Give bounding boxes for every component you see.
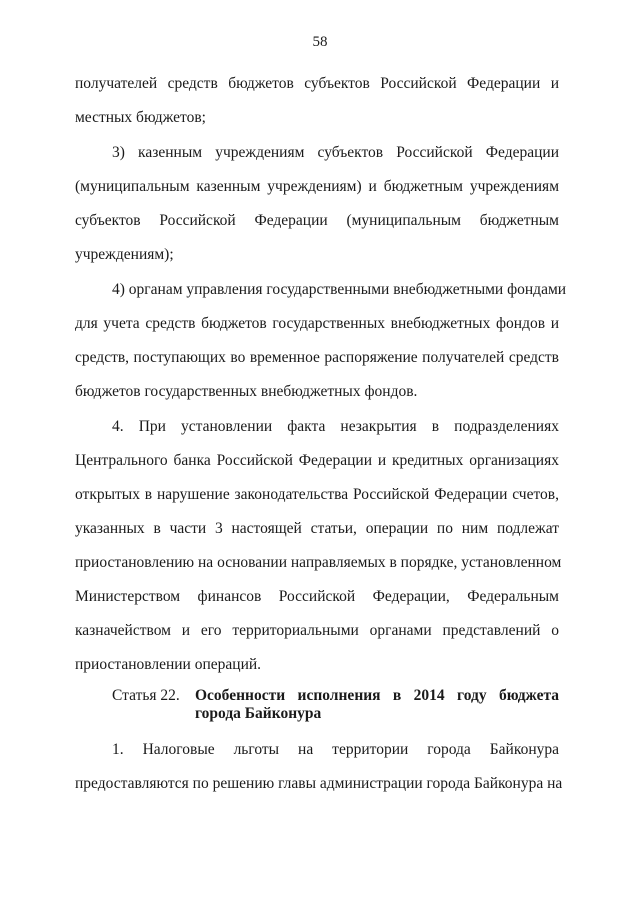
article-title-line: города Байконура: [195, 705, 322, 722]
text-line: казначейством и его территориальными органами представлений о: [75, 622, 559, 639]
text-line: приостановлению на основании направляемых в порядке, установленном: [75, 554, 562, 571]
page-number: 58: [312, 34, 328, 50]
text-line: 4. При установлении факта незакрытия в подразделениях: [112, 418, 559, 435]
text-line: для учета средств бюджетов государственных внебюджетных фондов и: [75, 315, 559, 332]
text-line: 4) органам управления государственными внебюджетными фондами: [112, 281, 567, 298]
text-line: учреждениям);: [75, 246, 174, 263]
text-line: 3) казенным учреждениям субъектов Российской Федерации: [112, 144, 559, 161]
text-line: получателей средств бюджетов субъектов Российской Федерации и: [75, 75, 559, 92]
text-line: местных бюджетов;: [75, 109, 206, 126]
text-line: указанных в части 3 настоящей статьи, операции по ним подлежат: [75, 520, 559, 537]
article-number: Статья 22.: [112, 687, 180, 704]
text-line: приостановлении операций.: [75, 656, 262, 673]
text-line: Центрального банка Российской Федерации и кредитных организациях: [75, 452, 559, 469]
text-line: 1. Налоговые льготы на территории города Байконура: [112, 741, 559, 758]
text-line: предоставляются по решению главы администрации города Байконура на: [75, 775, 563, 792]
text-line: открытых в нарушение законодательства Российской Федерации счетов,: [75, 486, 559, 503]
text-line: (муниципальным казенным учреждениям) и бюджетным учреждениям: [75, 178, 559, 195]
text-line: субъектов Российской Федерации (муниципальным бюджетным: [75, 212, 559, 229]
text-line: средств, поступающих во временное распоряжение получателей средств: [75, 349, 559, 366]
text-line: Министерством финансов Российской Федерации, Федеральным: [75, 588, 559, 605]
article-title: [195, 687, 559, 723]
article-title-line: Особенности исполнения в 2014 году бюджета: [195, 687, 559, 704]
text-line: бюджетов государственных внебюджетных фондов.: [75, 383, 418, 400]
